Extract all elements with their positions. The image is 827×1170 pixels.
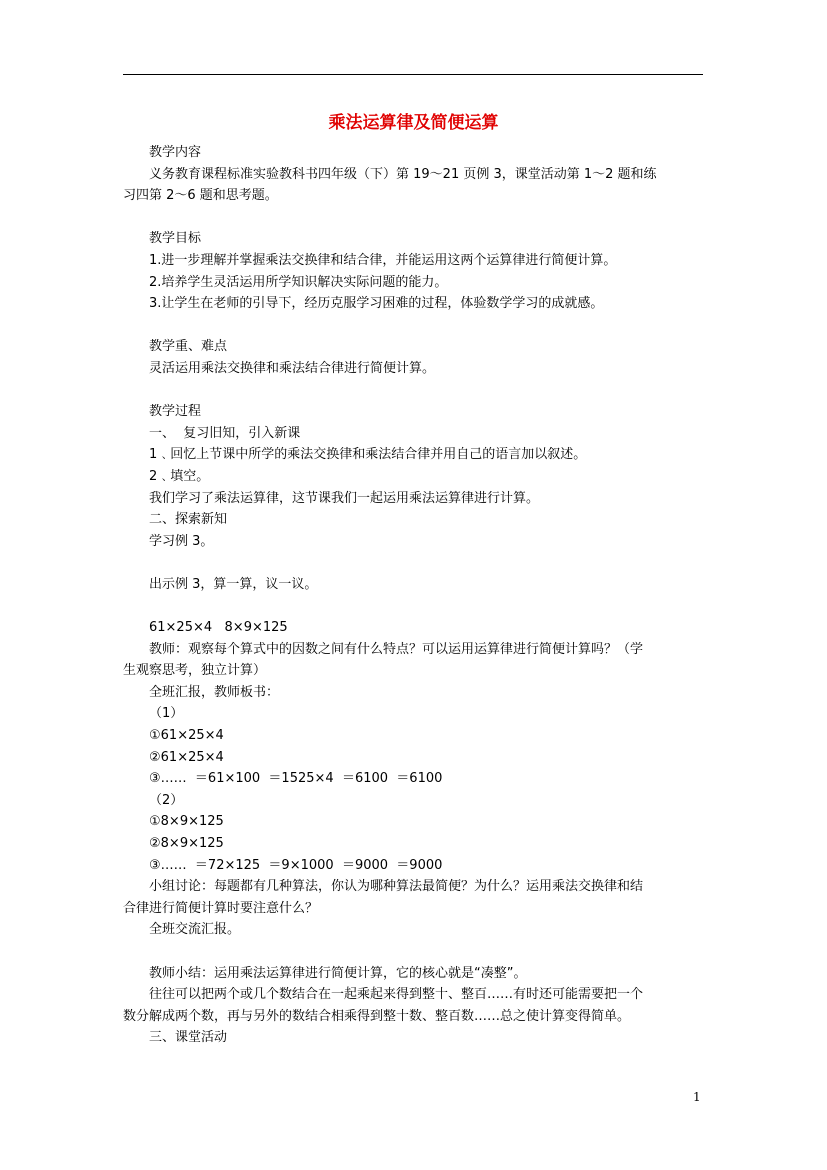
body-line: 小组讨论：每题都有几种算法，你认为哪种算法最简便？为什么？运用乘法交换律和结 <box>149 879 644 895</box>
body-line: 教师小结：运用乘法运算律进行简便计算，它的核心就是“凑整”。 <box>149 965 527 981</box>
body-line: ①8×9×125 <box>149 814 224 830</box>
body-line: 全班汇报，教师板书： <box>149 684 280 700</box>
body-line: 生观察思考，独立计算） <box>123 663 267 679</box>
body-line: 1.进一步理解并掌握乘法交换律和结合律，并能运用这两个运算律进行简便计算。 <box>149 252 617 268</box>
body-line: 教学内容 <box>149 145 202 160</box>
body-line: ①61×25×4 <box>149 728 224 744</box>
body-line: 我们学习了乘法运算律，这节课我们一起运用乘法运算律进行计算。 <box>149 490 540 506</box>
body-line: 教师：观察每个算式中的因数之间有什么特点？可以运用运算律进行简便计算吗？（学 <box>149 641 644 657</box>
body-line: 往往可以把两个或几个数结合在一起乘起来得到整十、整百……有时还可能需要把一个 <box>149 987 644 1003</box>
body-line: 2.培养学生灵活运用所学知识解决实际问题的能力。 <box>149 274 448 290</box>
body-line: （2） <box>149 792 184 808</box>
body-line: 义务教育课程标准实验教科书四年级（下）第 19～21 页例 3，课堂活动第 1～2 题和练 <box>149 166 657 182</box>
body-line: 三、课堂活动 <box>149 1030 228 1046</box>
body-line: 61×25×4 8×9×125 <box>149 620 288 636</box>
body-line: 全班交流汇报。 <box>149 922 241 938</box>
body-line: 灵活运用乘法交换律和乘法结合律进行简便计算。 <box>149 360 436 376</box>
body-line: 习四第 2～6 题和思考题。 <box>123 188 278 204</box>
document-title: 乘法运算律及简便运算 <box>328 113 499 133</box>
header-rule <box>123 74 703 75</box>
blank-line <box>123 552 708 574</box>
blank-line <box>123 315 708 337</box>
body-line: 教学过程 <box>149 404 202 420</box>
document-body <box>123 142 708 1049</box>
blank-line <box>123 595 708 617</box>
page-number: 1 <box>693 1090 701 1104</box>
body-line: ③…… ＝72×125 ＝9×1000 ＝9000 ＝9000 <box>149 857 443 873</box>
body-line: ③…… ＝61×100 ＝1525×4 ＝6100 ＝6100 <box>149 771 443 787</box>
body-line: 教学重、难点 <box>149 339 228 355</box>
blank-line <box>123 941 708 963</box>
blank-line <box>123 380 708 402</box>
body-line: 3.让学生在老师的引导下，经历克服学习困难的过程，体验数学学习的成就感。 <box>149 296 604 312</box>
body-line: 数分解成两个数，再与另外的数结合相乘得到整十数、整百数……总之使计算变得简单。 <box>123 1008 631 1024</box>
body-line: 1﹑回忆上节课中所学的乘法交换律和乘法结合律并用自己的语言加以叙述。 <box>149 447 587 463</box>
body-line: 教学目标 <box>149 231 202 247</box>
body-line: 合律进行简便计算时要注意什么？ <box>123 900 319 916</box>
body-line: 出示例 3，算一算，议一议。 <box>149 576 318 592</box>
body-line: 学习例 3。 <box>149 533 214 549</box>
blank-line <box>123 207 708 229</box>
body-line: ②8×9×125 <box>149 836 224 851</box>
body-line: ②61×25×4 <box>149 749 224 765</box>
body-line: 一、 复习旧知，引入新课 <box>149 425 301 441</box>
body-line: 二、探索新知 <box>149 512 228 528</box>
body-line: 2﹑填空。 <box>149 468 210 484</box>
body-line: （1） <box>149 706 184 722</box>
